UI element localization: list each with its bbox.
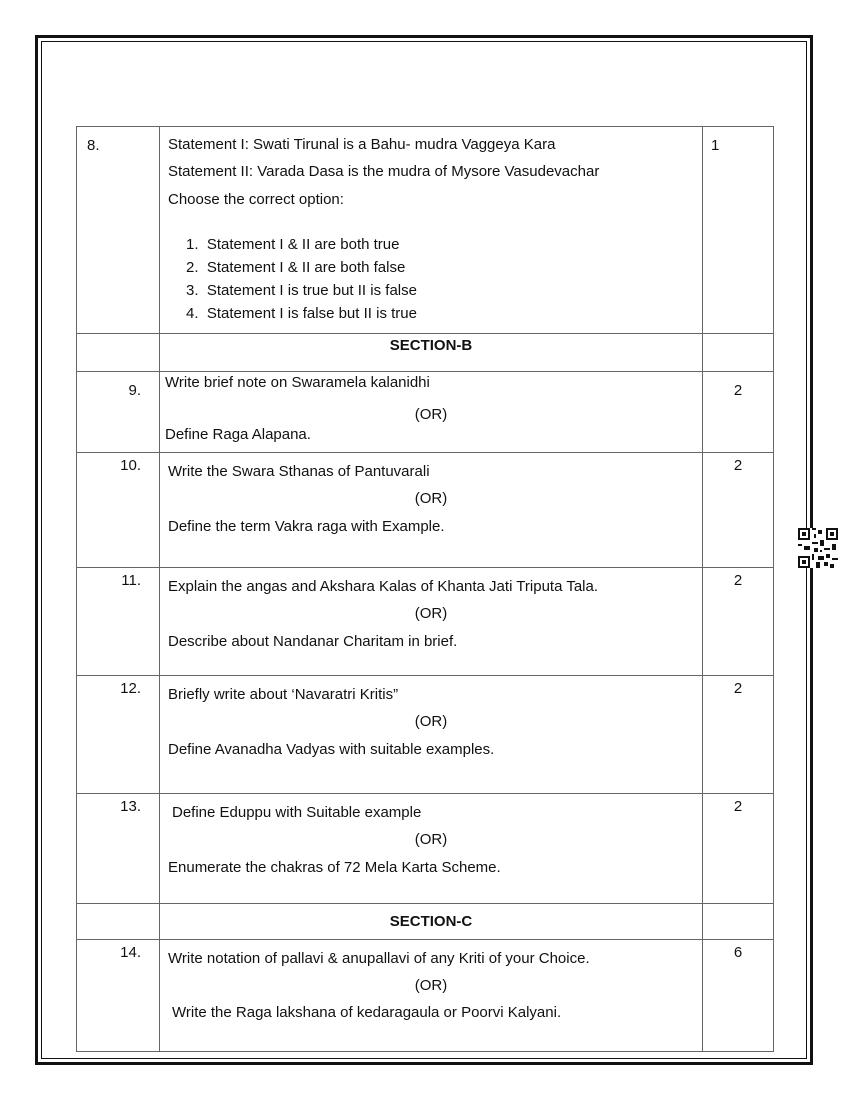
- statement-2: Statement II: Varada Dasa is the mudra of Mysore Vasudevachar: [168, 163, 600, 180]
- marks: 2: [703, 372, 774, 453]
- section-c-heading: SECTION-C: [160, 904, 703, 940]
- question-cell: [160, 127, 703, 334]
- question-text: Write the Swara Sthanas of Pantuvarali: [168, 463, 430, 480]
- question-text-alt: Write the Raga lakshana of kedaragaula or Poorvi Kalyani.: [172, 1004, 562, 1021]
- question-number: 11.: [77, 568, 160, 676]
- list-item: 1. Statement I & II are both true: [186, 236, 400, 253]
- question-number: 12.: [77, 676, 160, 794]
- question-text: Write brief note on Swaramela kalanidhi: [165, 374, 430, 391]
- question-cell: [160, 568, 703, 676]
- question-cell: [160, 676, 703, 794]
- question-number: 9.: [77, 372, 160, 453]
- or-label: (OR): [414, 490, 448, 507]
- marks: 2: [703, 568, 774, 676]
- table-row: [77, 372, 774, 453]
- table-row: [77, 568, 774, 676]
- question-text: Explain the angas and Akshara Kalas of Khanta Jati Triputa Tala.: [168, 578, 599, 595]
- question-text-alt: Describe about Nandanar Charitam in brief.: [168, 633, 458, 650]
- marks: 2: [703, 794, 774, 904]
- or-label: (OR): [414, 605, 448, 622]
- qr-code-icon: [798, 528, 838, 568]
- question-cell: [160, 372, 703, 453]
- question-number: 8.: [77, 127, 160, 334]
- question-text-alt: Define Avanadha Vadyas with suitable examples.: [168, 741, 495, 758]
- table-row: [77, 127, 774, 334]
- or-label: (OR): [414, 713, 448, 730]
- question-text: Write notation of pallavi & anupallavi of any Kriti of your Choice.: [168, 950, 590, 967]
- table-row: [77, 940, 774, 1052]
- table-row: [77, 453, 774, 568]
- section-row: [77, 334, 774, 372]
- statement-1: Statement I: Swati Tirunal is a Bahu- mudra Vaggeya Kara: [168, 136, 556, 153]
- marks: 2: [703, 453, 774, 568]
- list-item: 2. Statement I & II are both false: [186, 259, 406, 276]
- question-text: Briefly write about ‘Navaratri Kritis”: [168, 686, 399, 703]
- list-item: 4. Statement I is false but II is true: [186, 305, 417, 322]
- list-item: 3. Statement I is true but II is false: [186, 282, 417, 299]
- section-row: [77, 904, 774, 940]
- question-cell: [160, 794, 703, 904]
- marks: 1: [703, 127, 774, 334]
- or-label: (OR): [414, 831, 448, 848]
- table-row: [77, 676, 774, 794]
- question-number: 13.: [77, 794, 160, 904]
- question-text-alt: Define the term Vakra raga with Example.: [168, 518, 445, 535]
- question-text: Define Eduppu with Suitable example: [172, 804, 422, 821]
- question-table: [76, 126, 774, 1052]
- question-number: 14.: [77, 940, 160, 1052]
- section-b-heading: SECTION-B: [160, 334, 703, 372]
- question-cell: [160, 453, 703, 568]
- or-label: (OR): [414, 977, 448, 994]
- marks: 2: [703, 676, 774, 794]
- option-prompt: Choose the correct option:: [168, 191, 344, 208]
- question-text-alt: Enumerate the chakras of 72 Mela Karta Scheme.: [168, 859, 501, 876]
- question-text-alt: Define Raga Alapana.: [165, 426, 311, 443]
- table-row: [77, 794, 774, 904]
- marks: 6: [703, 940, 774, 1052]
- or-label: (OR): [414, 406, 448, 423]
- question-cell: [160, 940, 703, 1052]
- question-number: 10.: [77, 453, 160, 568]
